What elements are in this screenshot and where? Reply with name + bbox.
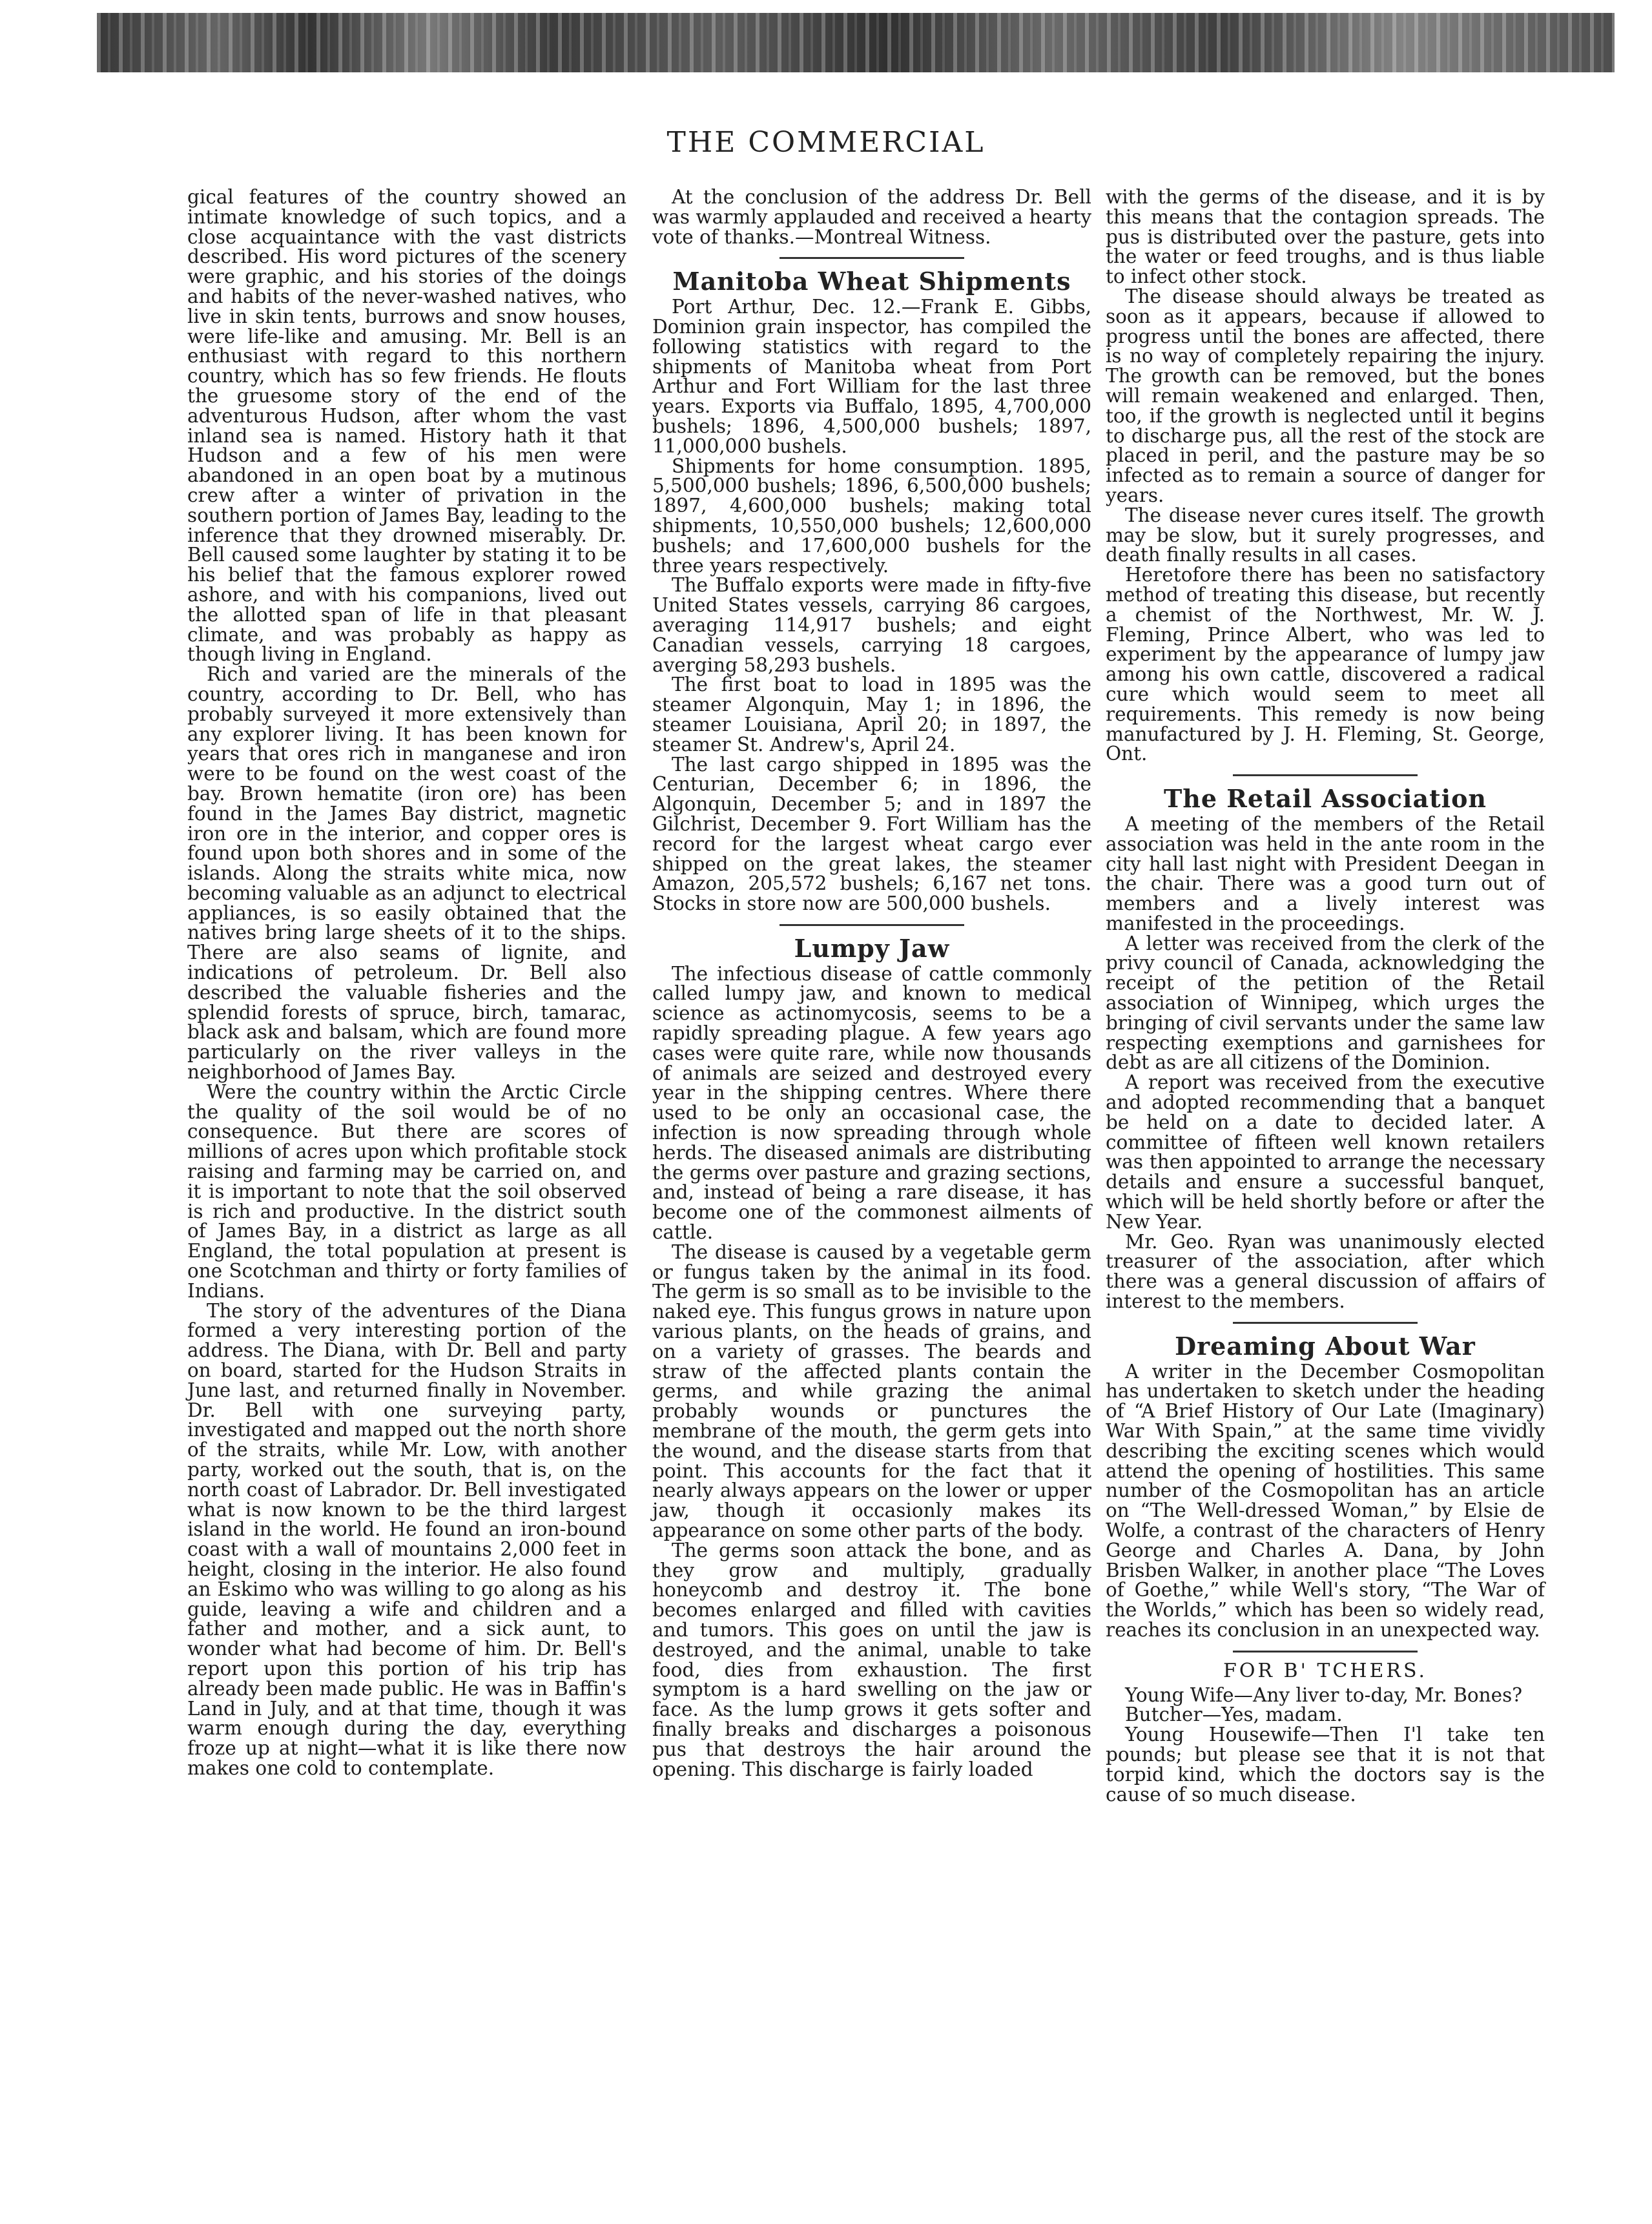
paragraph: Young Wife—Any liver to-day, Mr. Bones?: [1125, 1683, 1523, 1706]
paragraph: The first boat to load in 1895 was the steamer Algonquin, May 1; in 1896, the steamer Louisiana, April 20; in 1897, the steamer St. Andrew's, April 24.: [652, 674, 1091, 756]
article-title-war: Dreaming About War: [1175, 1331, 1476, 1361]
section-divider: [1233, 1651, 1418, 1653]
paragraph: Young Housewife—Then I'l take ten pounds; but please see that it is not that torpid kind, which the doctors say is the cause of so much disease.: [1106, 1724, 1545, 1806]
paragraph: At the conclusion of the address Dr. Bell was warmly applauded and received a hearty vote of thanks.—Montreal Witness.: [652, 186, 1091, 248]
paragraph: The disease should always be treated as soon as it appears, because if allowed to progress until the bones are affected, there is no way of completely repairing the injury. The growth can be removed, but the bones will remain weakened and enlarged. Then, too, if the growth is neglected until it begins to discharge pus, all the rest of the stock are placed in peril, and the pasture may be so infected as to remain a source of danger for years.: [1106, 285, 1545, 506]
section-divider: [1233, 774, 1418, 776]
page-masthead: THE COMMERCIAL: [666, 126, 986, 159]
paragraph: A letter was received from the clerk of the privy council of Canada, acknowledging the receipt of the petition of the Retail association of Winnipeg, which urges the bringing of civil servants under the same law respecting exemptions and garnishees for debt as are all citizens of the Dominion.: [1106, 932, 1545, 1074]
paragraph: Butcher—Yes, madam.: [1125, 1704, 1343, 1726]
article-title-retail: The Retail Association: [1163, 784, 1487, 814]
paragraph: A report was received from the executive and adopted recommending that a banquet be held on a date to decided later. A committee of fifteen well known retailers was then appointed to arrange the necessary details and ensure a successful banquet, which will be held shortly before or after the New Year.: [1106, 1071, 1545, 1233]
paragraph: Port Arthur, Dec. 12.—Frank E. Gibbs, Dominion grain inspector, has compiled the following statistics with regard to the shipments of Manitoba wheat from Port Arthur and Fort William for the last three years. Exports via Buffalo, 1895, 4,700,000 bushels; 1896, 4,500,000 bushels; 1897, 11,000,000 bushels.: [652, 296, 1091, 457]
paragraph: A meeting of the members of the Retail association was held in the ante room in the city hall last night with President Deegan in the chair. There was a good turn out of members and a lively interest was manifested in the proceedings.: [1106, 812, 1545, 934]
article-title-lumpy-jaw: Lumpy Jaw: [794, 933, 950, 963]
paragraph: The Buffalo exports were made in fifty-five United States vessels, carrying 86 cargoes, averaging 114,917 bushels; and eight Canadian vessels, carrying 18 cargoes, averging 58,293 bushels.: [652, 574, 1091, 676]
paragraph: Were the country within the Arctic Circle the quality of the soil would be of no consequence. But there are scores of millions of acres upon which profitable stock raising and farming may be carried on, and it is important to note that the soil observed is rich and productive. In the district south of James Bay, in a district as large as all England, the total population at present is one Scotchman and thirty or forty families of Indians.: [187, 1080, 626, 1302]
paragraph: with the germs of the disease, and it is by this means that the contagion spreads. The pus is distributed over the pasture, gets into the water or feed troughs, and is thus liable to infect other stock.: [1106, 186, 1545, 288]
paragraph: Heretofore there has been no satisfactory method of treating this disease, but recently a chemist of the Northwest, Mr. W. J. Fleming, Prince Albert, who was led to experiment by the appearance of lumpy jaw among his own cattle, discovered a radical cure which would seem to meet all requirements. This remedy is now being manufactured by J. H. Fleming, St. George, Ont.: [1106, 564, 1545, 765]
section-divider: [780, 257, 964, 259]
article-title-butchers: FOR B' TCHERS.: [1223, 1659, 1427, 1682]
section-divider: [1233, 1322, 1418, 1324]
column-middle: [652, 187, 1091, 1779]
paragraph: gical features of the country showed an intimate knowledge of such topics, and a close acquaintance with the vast districts described. His word pictures of the scenery were graphic, and his stories of the doings and habits of the never-washed natives, who live in skin tents, burrows and snow houses, were life-like and amusing. Mr. Bell is an enthusiast with regard to this northern country, which has so few friends. He flouts the gruesome story of the end of the adventurous Hudson, after whom the vast inland sea is named. History hath it that Hudson and a few of his men were abandoned in an open boat by a mutinous crew after a winter of privation in the southern portion of James Bay, leading to the inference that they drowned miserably. Dr. Bell caused some laughter by stating it to be his belief that the famous explorer rowed ashore, and with his companions, lived out the allotted span of life in that pleasant climate, and was probably as happy as though living in England.: [187, 186, 626, 666]
paragraph: The disease never cures itself. The growth may be slow, but it surely progresses, and death finally results in all cases.: [1106, 504, 1545, 566]
paragraph: The disease is caused by a vegetable germ or fungus taken by the animal in its food. The germ is so small as to be invisible to the naked eye. This fungus grows in nature upon various plants, on the heads of grains, and on a variety of grasses. The beards and straw of the affected plants contain the germs, and while grazing the animal probably wounds or punctures the membrane of the mouth, the germ gets into the wound, and the disease starts from that point. This accounts for the fact that it nearly always appears on the lower or upper jaw, though it occasionly makes its appearance on some other parts of the body.: [652, 1241, 1091, 1541]
paragraph: Rich and varied are the minerals of the country, according to Dr. Bell, who has probably surveyed it more extensively than any explorer living. It has been known for years that ores rich in manganese and iron were to be found on the west coast of the bay. Brown hematite (iron ore) has been found in the James Bay district, magnetic iron ore in the interior, and copper ores is found upon both shores and in some of the islands. Along the straits white mica, now becoming valuable as an adjunct to electrical appliances, is so easily obtained that the natives bring large sheets of it to the ships. There are also seams of lignite, and indications of petroleum. Dr. Bell also described the valuable fisheries and the splendid forests of spruce, birch, tamarac, black ask and balsam, which are found more particularly on the river valleys in the neighborhood of James Bay.: [187, 663, 626, 1084]
paragraph: The germs soon attack the bone, and as they grow and multiply, gradually honeycomb and destroy it. The bone becomes enlarged and filled with cavities and tumors. This goes on until the jaw is destroyed, and the animal, unable to take food, dies from exhaustion. The first symptom is a hard swelling on the jaw or face. As the lump grows it gets softer and finally breaks and discharges a poisonous pus that destroys the hair around the opening. This discharge is fairly loaded: [652, 1539, 1091, 1780]
column-right: [1106, 187, 1545, 1804]
paragraph: A writer in the December Cosmopolitan has undertaken to sketch under the heading of “A Brief History of Our Late (Imaginary) War With Spain,” at the same time vividly describing the exciting scenes which would attend the opening of hostilities. This same number of the Cosmopolitan has an article on “The Well-dressed Woman,” by Elsie de Wolfe, a contrast of the characters of Henry George and Charles A. Dana, by John Brisben Walker, in another place “The Loves of Goethe,” while Well's story, “The War of the Worlds,” which has been so widely read, reaches its conclusion in an unexpected way.: [1106, 1360, 1545, 1641]
scan-edge-band: [97, 13, 1615, 72]
paragraph: The story of the adventures of the Diana formed a very interesting portion of the address. The Diana, with Dr. Bell and party on board, started for the Hudson Straits in June last, and returned finally in November. Dr. Bell with one surveying party, investigated and mapped out the north shore of the straits, while Mr. Low, with another party, worked out the south, that is, on the north coast of Labrador. Dr. Bell investigated what is now known to be the third largest island in the world. He found an iron-bound coast with a wall of mountains 2,000 feet in height, closing in the interior. He also found an Eskimo who was willing to go along as his guide, leaving a wife and children and a father and mother, and a sick aunt, to wonder what had become of him. Dr. Bell's report upon this portion of his trip has already been made public. He was in Baffin's Land in July, and at that time, though it was warm enough during the day, everything froze up at night—what it is like there now makes one cold to contemplate.: [187, 1299, 626, 1779]
paragraph: Shipments for home consumption. 1895, 5,500,000 bushels; 1896, 6,500,000 bushels; 1897, 4,600,000 bushels; making total shipments, 10,550,000 bushels; 12,600,000 bushels; and 17,600,000 bushels for the three years respectively.: [652, 455, 1091, 577]
paragraph: Mr. Geo. Ryan was unanimously elected treasurer of the association, after which there was a general discussion of affairs of interest to the members.: [1106, 1230, 1545, 1313]
article-title-wheat: Manitoba Wheat Shipments: [672, 267, 1071, 296]
paragraph: The last cargo shipped in 1895 was the Centurian, December 6; in 1896, the Algonquin, December 5; and in 1897 the Gilchrist, December 9. Fort William has the record for the largest wheat cargo ever shipped on the great lakes, the steamer Amazon, 205,572 bushels; 6,167 net tons. Stocks in store now are 500,000 bushels.: [652, 753, 1091, 915]
section-divider: [780, 924, 964, 926]
column-left: [187, 187, 626, 1778]
paragraph: The infectious disease of cattle commonly called lumpy jaw, and known to medical science as actinomycosis, seems to be a rapidly spreading plague. A few years ago cases were quite rare, while now thousands of animals are seized and destroyed every year in the shipping centres. Where there used to be only an occasional case, the infection is now spreading through whole herds. The diseased animals are distributing the germs over pasture and grazing sections, and, instead of being a rare disease, it has become one of the commonest ailments of cattle.: [652, 962, 1091, 1244]
